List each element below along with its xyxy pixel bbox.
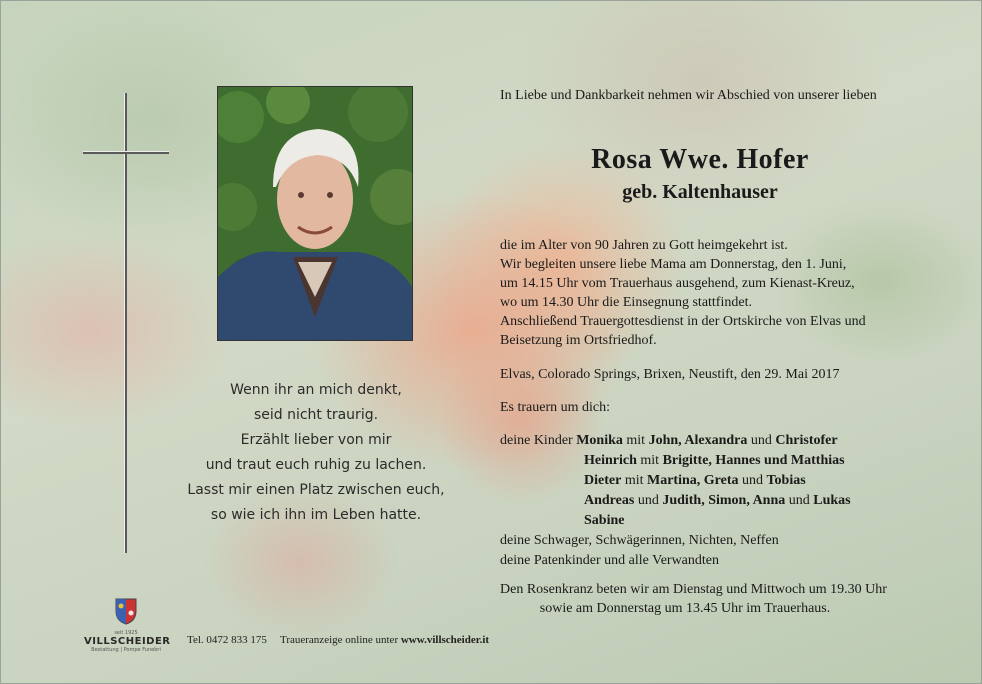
poem-line: Wenn ihr an mich denkt, [230,382,402,398]
announcement-line: die im Alter von 90 Jahren zu Gott heimgekehrt ist. [500,238,788,253]
connector-word: mit [624,473,644,488]
footer-online [280,634,489,646]
child-name: Sabine [584,513,625,528]
children-line [500,431,851,451]
children-line [500,451,851,471]
cross-horizontal-bar [83,151,169,154]
poem-line: Lasst mir einen Platz zwischen euch, [187,482,445,498]
rosary-line: Den Rosenkranz beten wir am Dienstag und Mittwoch um 19.30 Uhr [500,582,887,597]
announcement-line: Beisetzung im Ortsfriedhof. [500,333,657,348]
mourners-list [500,431,851,571]
announcement-text [500,236,866,350]
family-names: Judith, Simon, Anna [662,493,786,508]
announcement-line: Wir begleiten unsere liebe Mama am Donnerstag, den 1. Juni, [500,257,847,272]
connector-word: mit [626,433,646,448]
announcement-line: Anschließend Trauergottesdienst in der Ortskirche von Elvas und [500,314,866,329]
portrait-photo [217,86,413,341]
family-names: Brigitte, Hannes und Matthias [662,453,845,468]
place-date: Elvas, Colorado Springs, Brixen, Neustift, den 29. Mai 2017 [500,367,840,382]
child-name: Dieter [584,473,622,488]
child-name: Monika [576,433,623,448]
relatives-line: deine Schwager, Schwägerinnen, Nichten, Neffen [500,533,779,548]
family-names: Christofer [775,433,838,448]
connector-word: und [637,493,659,508]
footer-phone: Tel. 0472 833 175 [187,634,267,646]
family-names: Lukas [813,493,851,508]
children-line [500,471,851,491]
poem [131,378,501,528]
children-prefix: deine Kinder [500,433,573,448]
deceased-name: Rosa Wwe. Hofer [591,144,809,175]
logo-since: seit 1925 [114,630,138,636]
connector-word: und [741,473,763,488]
connector-word: und [750,433,772,448]
maiden-name: geb. Kaltenhauser [622,181,778,203]
child-name: Andreas [584,493,635,508]
child-name: Heinrich [584,453,637,468]
footer-online-prefix: Traueranzeige online unter [280,634,399,646]
logo-brand: VILLSCHEIDER [84,636,171,647]
rosary-notice [500,580,887,618]
family-names: John, Alexandra [648,433,748,448]
cross-vertical-bar [124,93,127,553]
poem-line: so wie ich ihn im Leben hatte. [210,507,422,523]
mourning-heading: Es trauern um dich: [500,400,611,415]
rosary-line: sowie am Donnerstag um 13.45 Uhr im Trauerhaus. [539,601,831,616]
family-names: Tobias [766,473,806,488]
footer-website-link[interactable]: www.villscheider.it [400,634,490,646]
poem-line: und traut euch ruhig zu lachen. [205,457,427,473]
coat-of-arms-icon [109,597,143,625]
poem-line: seid nicht traurig. [253,407,379,423]
intro-text: In Liebe und Dankbarkeit nehmen wir Abschied von unserer lieben [500,88,877,103]
logo-subtitle: Bestattung | Pompe Funebri [91,647,161,653]
children-line [500,491,851,511]
connector-word: und [788,493,810,508]
family-names: Martina, Greta [646,473,739,488]
children-line [500,511,851,531]
announcement-line: um 14.15 Uhr vom Trauerhaus ausgehend, zum Kienast-Kreuz, [500,276,855,291]
connector-word: mit [640,453,660,468]
funeral-home-logo [84,597,171,653]
announcement-line: wo um 14.30 Uhr die Einsegnung stattfindet. [500,295,752,310]
relatives-line: deine Patenkinder und alle Verwandten [500,553,720,568]
poem-line: Erzählt lieber von mir [240,432,392,448]
